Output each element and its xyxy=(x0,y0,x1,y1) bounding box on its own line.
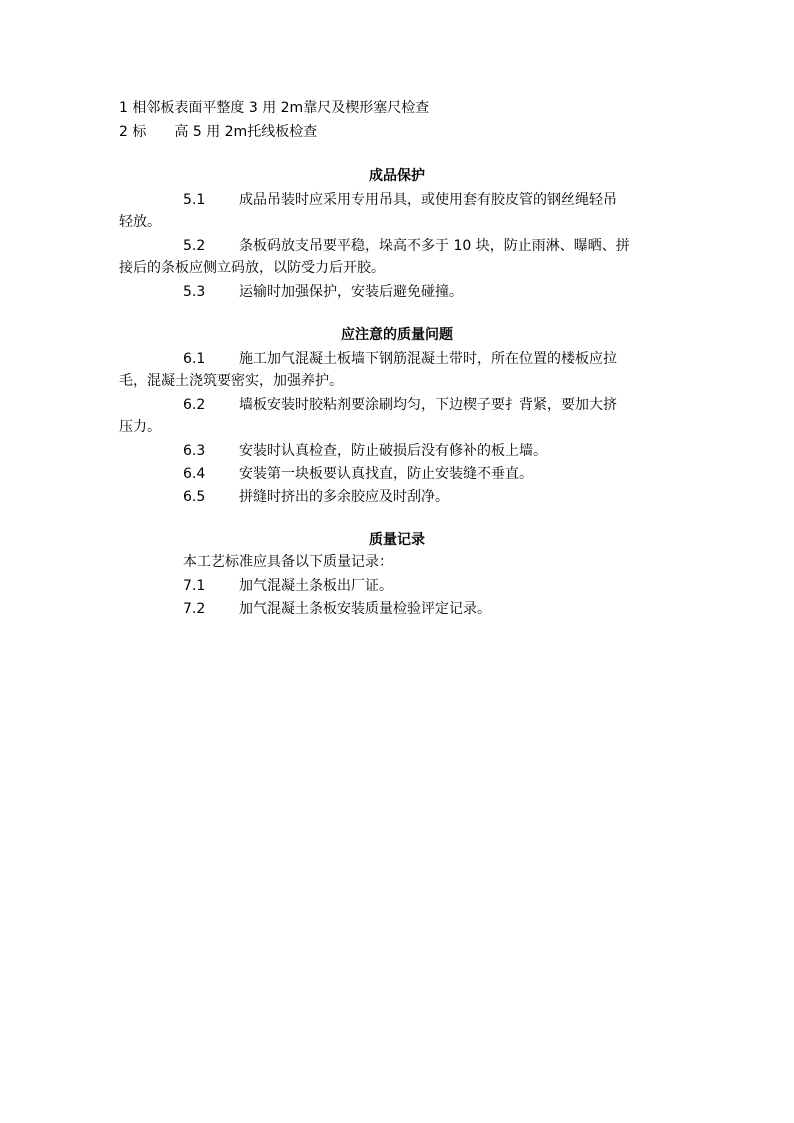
item-text: 成品吊装时应采用专用吊具，或使用套有胶皮管的钢丝绳轻吊 xyxy=(239,192,617,208)
list-item xyxy=(119,189,675,211)
list-item xyxy=(119,440,675,462)
list-item xyxy=(119,348,675,370)
item-number: 6.5 xyxy=(183,489,206,505)
item-text: 加气混凝土条板安装质量检验评定记录。 xyxy=(239,601,491,617)
row-tolerance: 5 xyxy=(192,124,202,140)
item-text: 运输时加强保护，安装后避免碰撞。 xyxy=(239,284,463,300)
item-number: 6.1 xyxy=(183,351,206,367)
list-item xyxy=(119,486,675,508)
item-text: 墙板安装时胶粘剂要涂刷均匀，下边楔子要扌背紧，要加大挤 xyxy=(239,397,617,413)
row-method: 用 2m托线板检查 xyxy=(206,124,318,140)
item-continuation: 毛，混凝土浇筑要密实，加强养护。 xyxy=(119,373,343,389)
section-heading: 质量记录 xyxy=(369,532,425,548)
row-item: 标 高 xyxy=(132,124,189,140)
item-number: 6.3 xyxy=(183,443,206,459)
item-number: 6.4 xyxy=(183,466,206,482)
list-item xyxy=(119,394,675,416)
item-number: 5.1 xyxy=(183,192,206,208)
item-number: 7.1 xyxy=(183,578,206,594)
row-number: 2 xyxy=(119,124,128,140)
item-number: 5.3 xyxy=(183,284,206,300)
table-row xyxy=(119,97,429,119)
item-text: 安装第一块板要认真找直，防止安装缝不垂直。 xyxy=(239,466,533,482)
table-row xyxy=(119,121,317,143)
row-item: 相邻板表面平整度 xyxy=(132,100,245,116)
row-number: 1 xyxy=(119,100,128,116)
item-continuation: 接后的条板应侧立码放，以防受力后开胶。 xyxy=(119,260,385,276)
section-heading: 成品保护 xyxy=(369,168,425,184)
item-text: 条板码放支吊要平稳，垛高不多于 10 块，防止雨淋、曝晒、拼 xyxy=(239,238,630,254)
item-number: 7.2 xyxy=(183,601,206,617)
section-heading: 应注意的质量问题 xyxy=(341,327,453,343)
list-item xyxy=(119,235,675,257)
item-text: 施工加气混凝土板墙下钢筋混凝土带时，所在位置的楼板应拉 xyxy=(239,351,617,367)
item-continuation: 压力。 xyxy=(119,419,161,435)
item-number: 6.2 xyxy=(183,397,206,413)
section-intro: 本工艺标准应具备以下质量记录： xyxy=(183,554,393,570)
row-method: 用 2m靠尺及楔形塞尺检查 xyxy=(262,100,430,116)
item-text: 安装时认真检查，防止破损后没有修补的板上墙。 xyxy=(239,443,547,459)
item-text: 加气混凝土条板出厂证。 xyxy=(239,578,393,594)
item-text: 拼缝时挤出的多余胶应及时刮净。 xyxy=(239,489,449,505)
list-item xyxy=(119,598,675,620)
list-item xyxy=(119,463,675,485)
item-number: 5.2 xyxy=(183,238,206,254)
list-item xyxy=(119,575,675,597)
item-continuation: 轻放。 xyxy=(119,214,161,230)
row-tolerance: 3 xyxy=(248,100,258,116)
list-item xyxy=(119,281,675,303)
